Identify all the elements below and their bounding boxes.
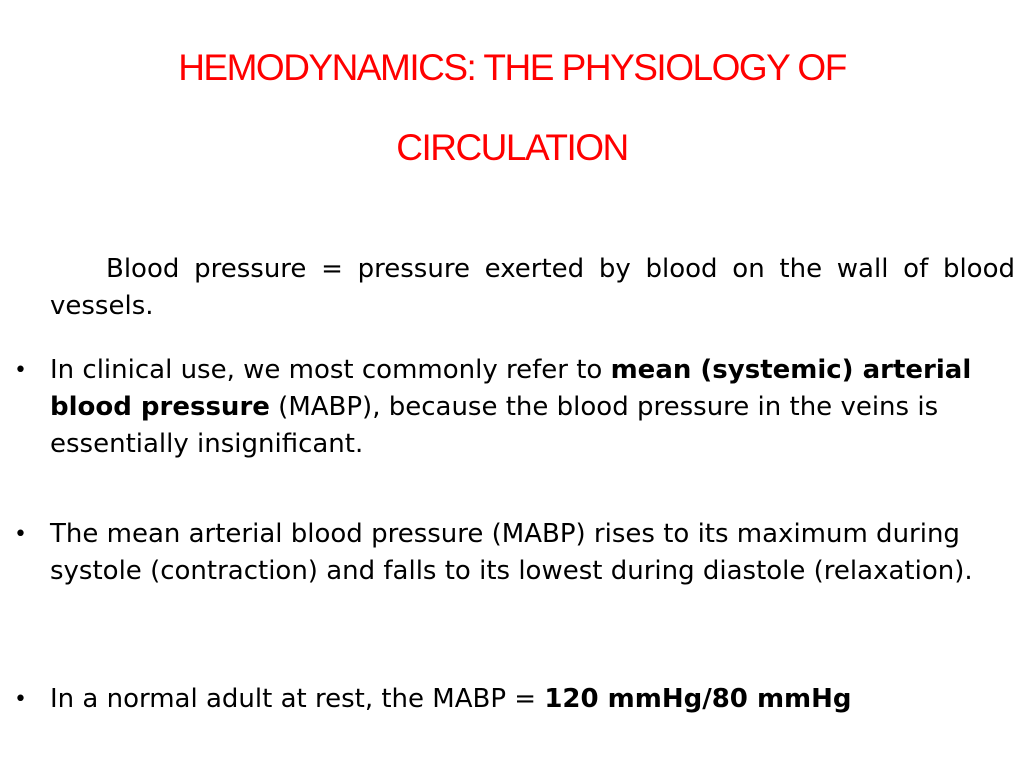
intro-paragraph: Blood pressure = pressure exerted by blood on the wall of blood vessels. [50,254,1015,321]
bullet-text: In a normal adult at rest, the MABP = [50,684,545,714]
bullet-text: The mean arterial blood pressure (MABP) rises to its maximum during systole (contraction) and falls to its lowest during diastole (relaxation). [50,519,973,586]
bullet-item-mabp-range [14,516,1015,590]
bullet-bold-text: 120 mmHg/80 mmHg [544,684,852,714]
bullet-bold-text: mean (systemic) arterial blood pressure [50,355,972,422]
bullet-marker: • [14,358,27,383]
bullet-marker: • [14,687,27,712]
bullet-item-normal-mabp [14,681,1015,718]
slide-title [0,28,1024,188]
bullet-marker: • [14,522,27,547]
bullet-item-clinical-use [14,352,1015,463]
bullet-text: (MABP), because the blood pressure in the veins is essentially insignificant. [50,392,939,459]
bullet-text: In clinical use, we most commonly refer to [50,355,611,385]
slide-title-line-2: CIRCULATION [396,127,628,168]
slide-title-line-1: HEMODYNAMICS: THE PHYSIOLOGY OF [178,47,846,88]
